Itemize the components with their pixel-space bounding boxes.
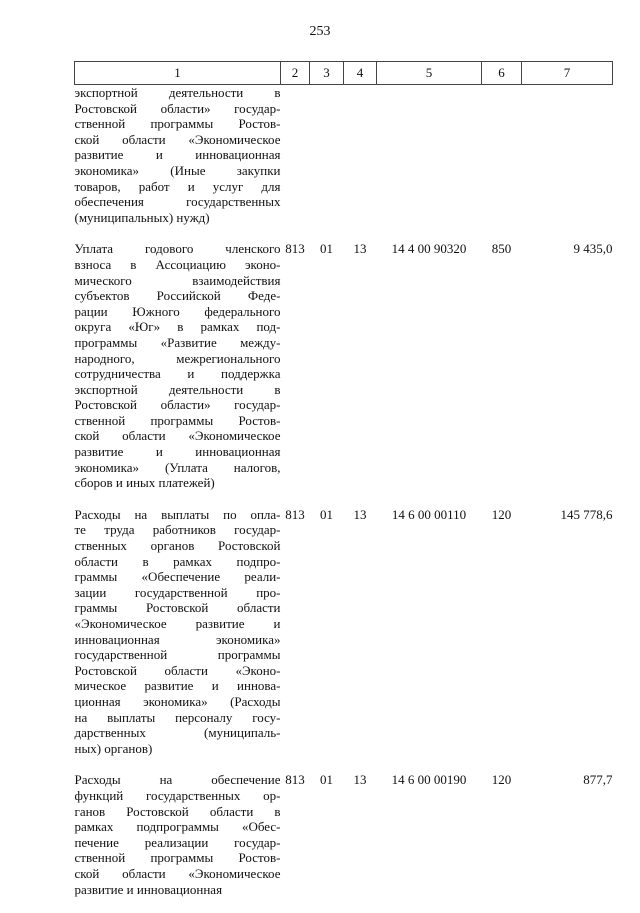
description-line: граммы «Обеспечение реали- bbox=[75, 569, 281, 585]
description-line: экономика» (Иные закупки bbox=[75, 163, 281, 179]
row-description bbox=[75, 772, 281, 913]
cell-amount: 877,7 bbox=[522, 772, 613, 913]
description-line: «Экономическое развитие и bbox=[75, 616, 281, 632]
column-header: 3 bbox=[310, 62, 344, 85]
cell-section: 01 bbox=[310, 507, 344, 773]
cell-amount: 9 435,0 bbox=[522, 241, 613, 507]
cell-target-article: 14 6 00 00190 bbox=[377, 772, 482, 913]
description-line: развитие и инновационная bbox=[75, 882, 281, 898]
description-line: округа «Юг» в рамках под- bbox=[75, 319, 281, 335]
cell-subsection: 13 bbox=[344, 507, 377, 773]
description-line: (муниципальных) нужд) bbox=[75, 210, 281, 226]
column-header: 7 bbox=[522, 62, 613, 85]
description-line: функций государственных ор- bbox=[75, 788, 281, 804]
description-line: развитие и инновационная bbox=[75, 444, 281, 460]
description-line: Уплата годового членского bbox=[75, 241, 281, 257]
cell-section: 01 bbox=[310, 241, 344, 507]
cell-ministry-code: 813 bbox=[281, 241, 310, 507]
cell-section bbox=[310, 85, 344, 242]
cell-subsection: 13 bbox=[344, 772, 377, 913]
cell-target-article: 14 6 00 00110 bbox=[377, 507, 482, 773]
column-header: 1 bbox=[75, 62, 281, 85]
row-description bbox=[75, 507, 281, 773]
cell-subsection: 13 bbox=[344, 241, 377, 507]
description-line: ственных органов Ростовской bbox=[75, 538, 281, 554]
cell-expense-type: 850 bbox=[482, 241, 522, 507]
description-line: рамках подпрограммы «Обес- bbox=[75, 819, 281, 835]
column-header: 4 bbox=[344, 62, 377, 85]
description-line: народного, межрегионального bbox=[75, 351, 281, 367]
description-line: экспортной деятельности в bbox=[75, 382, 281, 398]
cell-target-article: 14 4 00 90320 bbox=[377, 241, 482, 507]
description-line: субъектов Российской Феде- bbox=[75, 288, 281, 304]
description-line: экономика» (Уплата налогов, bbox=[75, 460, 281, 476]
description-line: ганов Ростовской области в bbox=[75, 804, 281, 820]
cell-ministry-code bbox=[281, 85, 310, 242]
description-line: товаров, работ и услуг для bbox=[75, 179, 281, 195]
description-line: ственной программы Ростов- bbox=[75, 116, 281, 132]
description-line: рации Южного федерального bbox=[75, 304, 281, 320]
table-row bbox=[75, 241, 613, 507]
description-line: Ростовской области» государ- bbox=[75, 101, 281, 117]
description-line: области в рамках подпро- bbox=[75, 554, 281, 570]
cell-ministry-code: 813 bbox=[281, 772, 310, 913]
description-line: зации государственной про- bbox=[75, 585, 281, 601]
description-line: Расходы на обеспечение bbox=[75, 772, 281, 788]
description-line: ственной программы Ростов- bbox=[75, 413, 281, 429]
budget-table bbox=[74, 61, 613, 913]
table-header-row bbox=[75, 62, 613, 85]
row-description bbox=[75, 241, 281, 507]
cell-target-article bbox=[377, 85, 482, 242]
description-line: сотрудничества и поддержка bbox=[75, 366, 281, 382]
cell-amount bbox=[522, 85, 613, 242]
description-line: программы «Развитие между- bbox=[75, 335, 281, 351]
description-line: экспортной деятельности в bbox=[75, 85, 281, 101]
cell-amount: 145 778,6 bbox=[522, 507, 613, 773]
table-row bbox=[75, 507, 613, 773]
cell-expense-type: 120 bbox=[482, 772, 522, 913]
page-number: 253 bbox=[0, 24, 640, 40]
column-header: 2 bbox=[281, 62, 310, 85]
description-line: взноса в Ассоциацию эконо- bbox=[75, 257, 281, 273]
description-line: государственной программы bbox=[75, 647, 281, 663]
description-line: печение реализации государ- bbox=[75, 835, 281, 851]
row-description bbox=[75, 85, 281, 242]
description-line: дарственных (муниципаль- bbox=[75, 725, 281, 741]
description-line: ных) органов) bbox=[75, 741, 281, 757]
description-line: ционная экономика» (Расходы bbox=[75, 694, 281, 710]
description-line: обеспечения государственных bbox=[75, 194, 281, 210]
cell-subsection bbox=[344, 85, 377, 242]
description-line: ской области «Экономическое bbox=[75, 866, 281, 882]
description-line: Ростовской области» государ- bbox=[75, 397, 281, 413]
description-line: ской области «Экономическое bbox=[75, 428, 281, 444]
description-line: граммы Ростовской области bbox=[75, 600, 281, 616]
column-header: 6 bbox=[482, 62, 522, 85]
description-line: Расходы на выплаты по опла- bbox=[75, 507, 281, 523]
description-line: те труда работников государ- bbox=[75, 522, 281, 538]
description-line: Ростовской области «Эконо- bbox=[75, 663, 281, 679]
cell-ministry-code: 813 bbox=[281, 507, 310, 773]
description-line: мическое развитие и иннова- bbox=[75, 678, 281, 694]
description-line: на выплаты персоналу госу- bbox=[75, 710, 281, 726]
table-row bbox=[75, 772, 613, 913]
description-line: ственной программы Ростов- bbox=[75, 850, 281, 866]
column-header: 5 bbox=[377, 62, 482, 85]
table-row bbox=[75, 85, 613, 242]
description-line: инновационная экономика» bbox=[75, 632, 281, 648]
table-body bbox=[75, 85, 613, 913]
description-line: развитие и инновационная bbox=[75, 147, 281, 163]
cell-expense-type: 120 bbox=[482, 507, 522, 773]
cell-expense-type bbox=[482, 85, 522, 242]
description-line: сборов и иных платежей) bbox=[75, 475, 281, 491]
description-line: ской области «Экономическое bbox=[75, 132, 281, 148]
description-line: мического взаимодействия bbox=[75, 273, 281, 289]
cell-section: 01 bbox=[310, 772, 344, 913]
